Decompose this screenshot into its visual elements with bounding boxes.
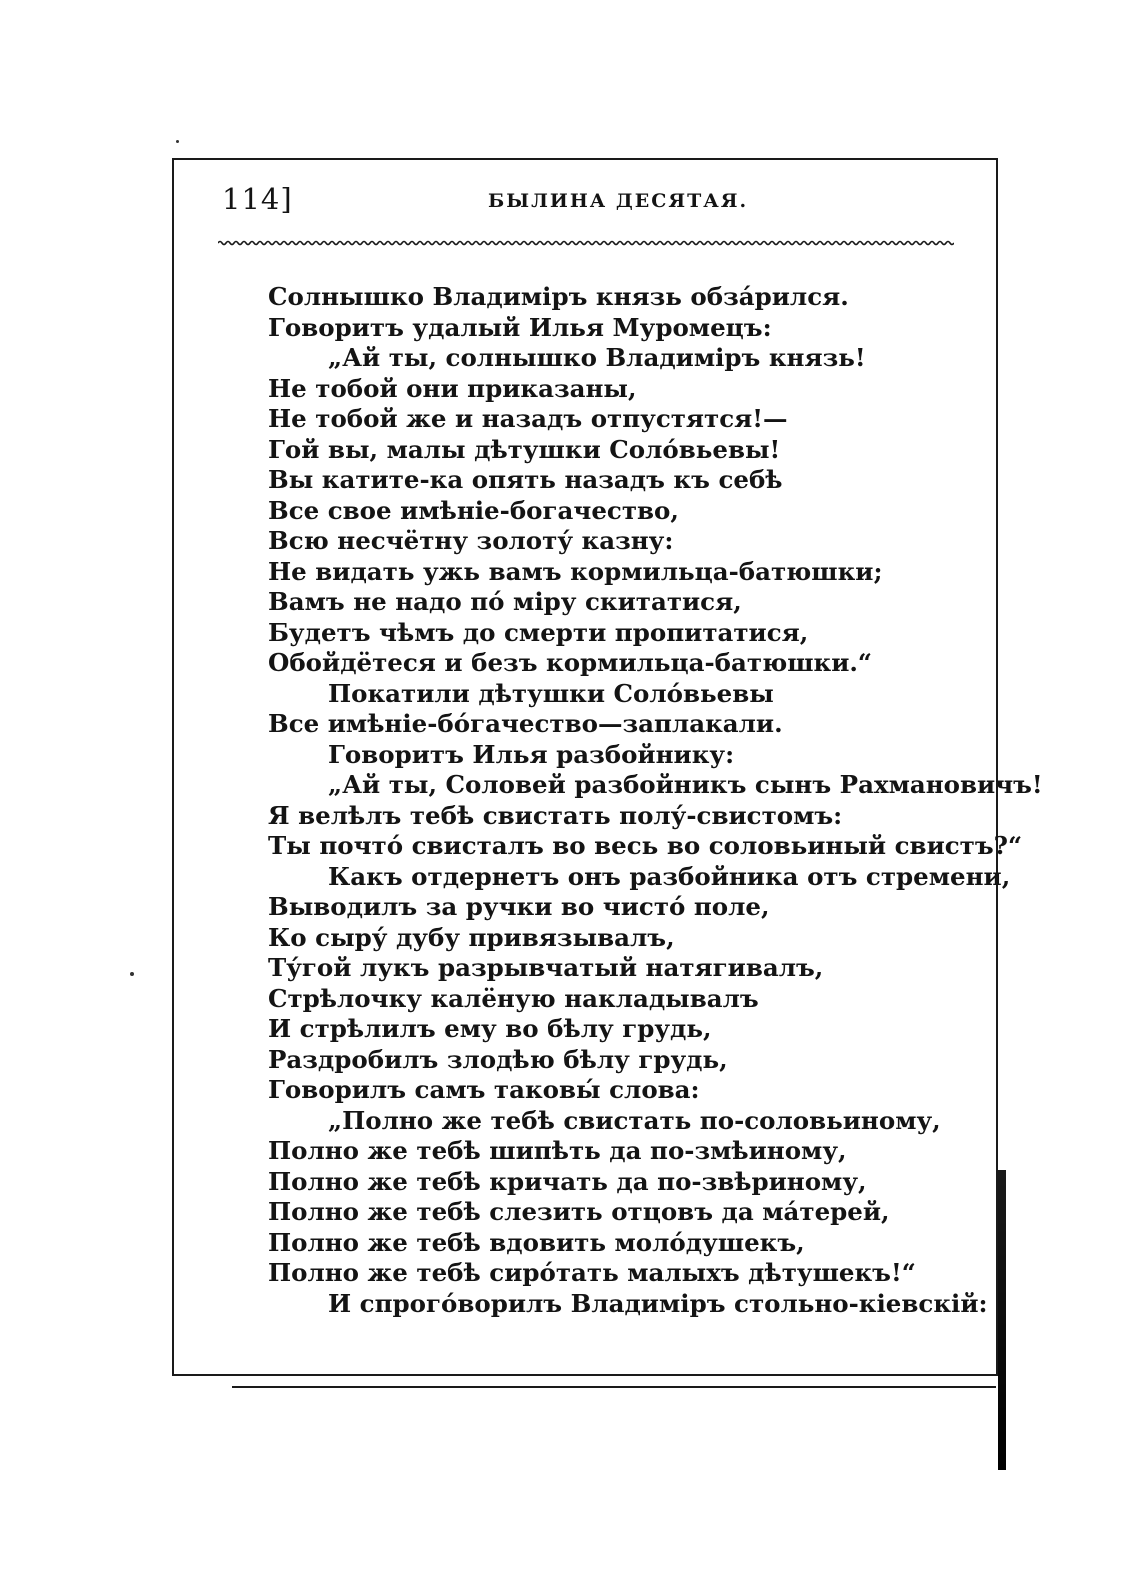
poem-line: Ко сыру́ дубу привязывалъ,: [268, 922, 675, 952]
poem-line: Не тобой они приказаны,: [268, 373, 637, 403]
poem-line: Ту́гой лукъ разрывчатый натягивалъ,: [268, 953, 824, 982]
page-number: 114]: [222, 182, 293, 216]
poem-line: Все свое имѣніе-богачество,: [268, 495, 679, 525]
poem-line: Выводилъ за ручки во чисто́ поле,: [268, 892, 770, 921]
poem-line: Вамъ не надо по́ міру скитатися,: [268, 587, 742, 616]
poem-line: Стрѣлочку калёную накладывалъ: [268, 983, 759, 1013]
poem-line: Будетъ чѣмъ до смерти пропитатися,: [268, 617, 809, 647]
bottom-rule: [232, 1386, 996, 1388]
poem-line: Вы катите-ка опять назадъ къ себѣ: [268, 465, 783, 494]
poem-line: Говорилъ самъ таковы́ слова:: [268, 1075, 700, 1104]
poem-text: [268, 282, 1043, 1319]
poem-line: Я велѣлъ тебѣ свистать полу́-свистомъ:: [268, 800, 843, 830]
poem-line: Полно же тебѣ шипѣть да по-змѣиному,: [268, 1136, 847, 1165]
poem-line: Не видать ужь вамъ кормильца-батюшки;: [268, 556, 883, 586]
poem-line: „Полно же тебѣ свистать по-соловьиному,: [328, 1105, 941, 1135]
poem-line: Полно же тебѣ слезить отцовъ да ма́терей,: [268, 1197, 890, 1226]
poem-line: Не тобой же и назадъ отпустятся!—: [268, 404, 788, 433]
page-edge-shadow: [998, 1170, 1006, 1470]
poem-line: Говоритъ удалый Илья Муромецъ:: [268, 312, 772, 342]
poem-line: Какъ отдернетъ онъ разбойника отъ стремени,: [328, 861, 1011, 891]
poem-line: „Ай ты, Соловей разбойникъ сынъ Рахмановичъ!: [328, 770, 1043, 799]
page-speck: [176, 140, 179, 143]
poem-line: И стрѣлилъ ему во бѣлу грудь,: [268, 1014, 712, 1043]
poem-line: Полно же тебѣ кричать да по-звѣриному,: [268, 1166, 867, 1196]
poem-line: Раздробилъ злодѣю бѣлу грудь,: [268, 1044, 728, 1074]
poem-line: „Ай ты, солнышко Владиміръ князь!: [328, 343, 866, 372]
poem-line: Покатили дѣтушки Соло́вьевы: [328, 678, 774, 708]
poem-line: Ты почто́ свисталъ во весь во соловьиный свистъ?“: [268, 831, 1023, 860]
poem-line: И спрого́ворилъ Владиміръ стольно-кіевскій:: [328, 1288, 988, 1318]
poem-line: Солнышко Владиміръ князь обза́рился.: [268, 282, 849, 311]
poem-line: Обойдётеся и безъ кормильца-батюшки.“: [268, 648, 873, 677]
poem-line: Все имѣніе-бо́гачество—заплакали.: [268, 709, 783, 738]
poem-line: Всю несчётну золоту́ казну:: [268, 526, 674, 555]
poem-line: Гой вы, малы дѣтушки Соло́вьевы!: [268, 434, 781, 464]
poem-line: Говоритъ Илья разбойнику:: [328, 739, 735, 769]
poem-line: Полно же тебѣ сиро́тать малыхъ дѣтушекъ!“: [268, 1258, 916, 1287]
page-speck: [130, 972, 134, 976]
wavy-rule-divider: [218, 236, 954, 250]
running-title: БЫЛИНА ДЕСЯТАЯ.: [488, 190, 749, 212]
poem-line: Полно же тебѣ вдовить моло́душекъ,: [268, 1227, 805, 1257]
